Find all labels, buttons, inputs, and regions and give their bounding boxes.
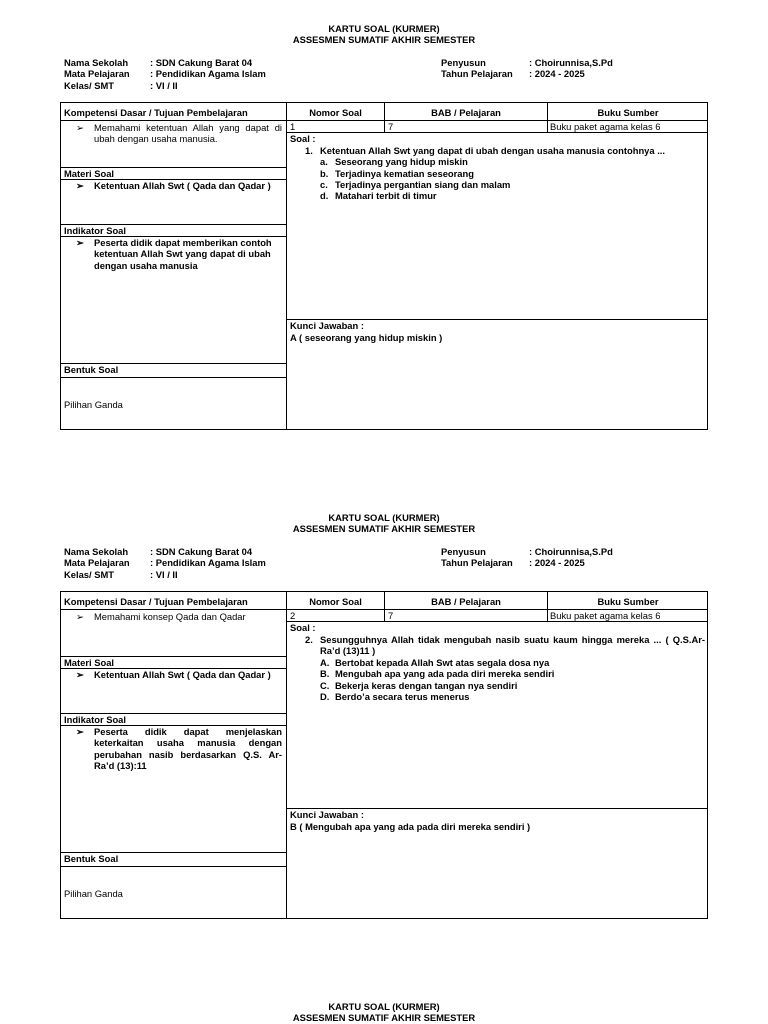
option-text: Berdo’a secara terus menerus xyxy=(335,691,470,702)
nama-sekolah-label: Nama Sekolah xyxy=(64,546,129,557)
option-letter: b. xyxy=(320,168,329,179)
header-nomor-soal: Nomor Soal xyxy=(309,107,362,118)
header-buku-sumber: Buku Sumber xyxy=(597,107,659,118)
tahun-label: Tahun Pelajaran xyxy=(441,68,513,79)
card-title-line2: ASSESMEN SUMATIF AKHIR SEMESTER xyxy=(292,34,476,45)
tahun-value: : 2024 - 2025 xyxy=(529,557,585,568)
header-bab: BAB / Pelajaran xyxy=(431,596,501,607)
arrow-bullet-icon: ➢ xyxy=(76,237,84,248)
header-nomor-soal: Nomor Soal xyxy=(309,596,362,607)
arrow-bullet-icon: ➢ xyxy=(76,180,84,191)
bentuk-label: Bentuk Soal xyxy=(64,364,119,375)
materi-label: Materi Soal xyxy=(64,657,115,668)
arrow-bullet-icon: ➢ xyxy=(76,726,84,737)
penyusun-value: : Choirunnisa,S.Pd xyxy=(529,546,613,557)
bab-value: 7 xyxy=(388,610,394,621)
nama-sekolah-value: : SDN Cakung Barat 04 xyxy=(150,546,253,557)
option-text: Terjadinya kematian seseorang xyxy=(335,168,474,179)
indikator-label: Indikator Soal xyxy=(64,714,126,725)
kelas-label: Kelas/ SMT xyxy=(64,80,115,91)
option-letter: B. xyxy=(320,668,330,679)
question-number: 2. xyxy=(305,634,313,645)
card-title-line1: KARTU SOAL (KURMER) xyxy=(328,1001,440,1012)
question-text: Sesungguhnya Allah tidak mengubah nasib suatu kaum hingga mereka ... ( Q.S.Ar-Ra’d (13)11 ) xyxy=(320,634,705,657)
indikator-label: Indikator Soal xyxy=(64,225,126,236)
indikator-text: Peserta didik dapat menjelaskan keterkaitan usaha manusia dengan perubahan nasib berdasarkan Q.S. Ar-Ra’d (13):11 xyxy=(94,726,282,771)
buku-sumber-value: Buku paket agama kelas 6 xyxy=(550,121,661,132)
tahun-label: Tahun Pelajaran xyxy=(441,557,513,568)
arrow-bullet-icon: ➢ xyxy=(76,122,84,133)
option-text: Seseorang yang hidup miskin xyxy=(335,156,468,167)
question-table xyxy=(60,591,708,919)
option-text: Bekerja keras dengan tangan nya sendiri xyxy=(335,680,518,691)
card-title-line1: KARTU SOAL (KURMER) xyxy=(328,512,440,523)
kunci-label: Kunci Jawaban : xyxy=(290,320,364,331)
option-letter: A. xyxy=(320,657,330,668)
materi-text: Ketentuan Allah Swt ( Qada dan Qadar ) xyxy=(94,669,271,680)
option-text: Mengubah apa yang ada pada diri mereka sendiri xyxy=(335,668,555,679)
materi-label: Materi Soal xyxy=(64,168,115,179)
buku-sumber-value: Buku paket agama kelas 6 xyxy=(550,610,661,621)
option-letter: a. xyxy=(320,156,328,167)
kelas-value: : VI / II xyxy=(150,80,178,91)
kunci-text: A ( seseorang yang hidup miskin ) xyxy=(290,332,443,343)
question-table xyxy=(60,102,708,430)
header-kompetensi: Kompetensi Dasar / Tujuan Pembelajaran xyxy=(64,596,248,607)
option-letter: C. xyxy=(320,680,330,691)
option-text: Matahari terbit di timur xyxy=(335,190,437,201)
mapel-value: : Pendidikan Agama Islam xyxy=(150,68,266,79)
bentuk-text: Pilihan Ganda xyxy=(64,399,123,410)
arrow-bullet-icon: ➢ xyxy=(76,611,84,622)
bentuk-label: Bentuk Soal xyxy=(64,853,119,864)
header-kompetensi: Kompetensi Dasar / Tujuan Pembelajaran xyxy=(64,107,248,118)
kunci-text: B ( Mengubah apa yang ada pada diri mereka sendiri ) xyxy=(290,821,531,832)
arrow-bullet-icon: ➢ xyxy=(76,669,84,680)
materi-text: Ketentuan Allah Swt ( Qada dan Qadar ) xyxy=(94,180,271,191)
penyusun-value: : Choirunnisa,S.Pd xyxy=(529,57,613,68)
mapel-label: Mata Pelajaran xyxy=(64,68,130,79)
tahun-value: : 2024 - 2025 xyxy=(529,68,585,79)
soal-label: Soal : xyxy=(290,133,316,144)
option-text: Bertobat kepada Allah Swt atas segala dosa nya xyxy=(335,657,550,668)
option-letter: d. xyxy=(320,190,329,201)
nomor-soal-value: 1 xyxy=(290,121,296,132)
kelas-label: Kelas/ SMT xyxy=(64,569,115,580)
header-buku-sumber: Buku Sumber xyxy=(597,596,659,607)
penyusun-label: Penyusun xyxy=(441,57,486,68)
question-text: Ketentuan Allah Swt yang dapat di ubah dengan usaha manusia contohnya ... xyxy=(320,145,666,156)
indikator-text: Peserta didik dapat memberikan contoh ketentuan Allah Swt yang dapat di ubah dengan usaha manusia xyxy=(94,237,272,271)
penyusun-label: Penyusun xyxy=(441,546,486,557)
soal-label: Soal : xyxy=(290,622,316,633)
card-title-line1: KARTU SOAL (KURMER) xyxy=(328,23,440,34)
card-title-line2: ASSESMEN SUMATIF AKHIR SEMESTER xyxy=(292,523,476,534)
nama-sekolah-value: : SDN Cakung Barat 04 xyxy=(150,57,253,68)
mapel-value: : Pendidikan Agama Islam xyxy=(150,557,266,568)
header-bab: BAB / Pelajaran xyxy=(431,107,501,118)
kelas-value: : VI / II xyxy=(150,569,178,580)
option-letter: D. xyxy=(320,691,330,702)
nomor-soal-value: 2 xyxy=(290,610,296,621)
question-number: 1. xyxy=(305,145,313,156)
kompetensi-text: Memahami konsep Qada dan Qadar xyxy=(94,611,246,622)
kunci-label: Kunci Jawaban : xyxy=(290,809,364,820)
option-text: Terjadinya pergantian siang dan malam xyxy=(335,179,511,190)
bentuk-text: Pilihan Ganda xyxy=(64,888,123,899)
kompetensi-text: Memahami ketentuan Allah yang dapat di ubah dengan usaha manusia. xyxy=(94,122,282,145)
option-letter: c. xyxy=(320,179,328,190)
card-title-line2: ASSESMEN SUMATIF AKHIR SEMESTER xyxy=(292,1012,476,1023)
bab-value: 7 xyxy=(388,121,394,132)
mapel-label: Mata Pelajaran xyxy=(64,557,130,568)
nama-sekolah-label: Nama Sekolah xyxy=(64,57,129,68)
